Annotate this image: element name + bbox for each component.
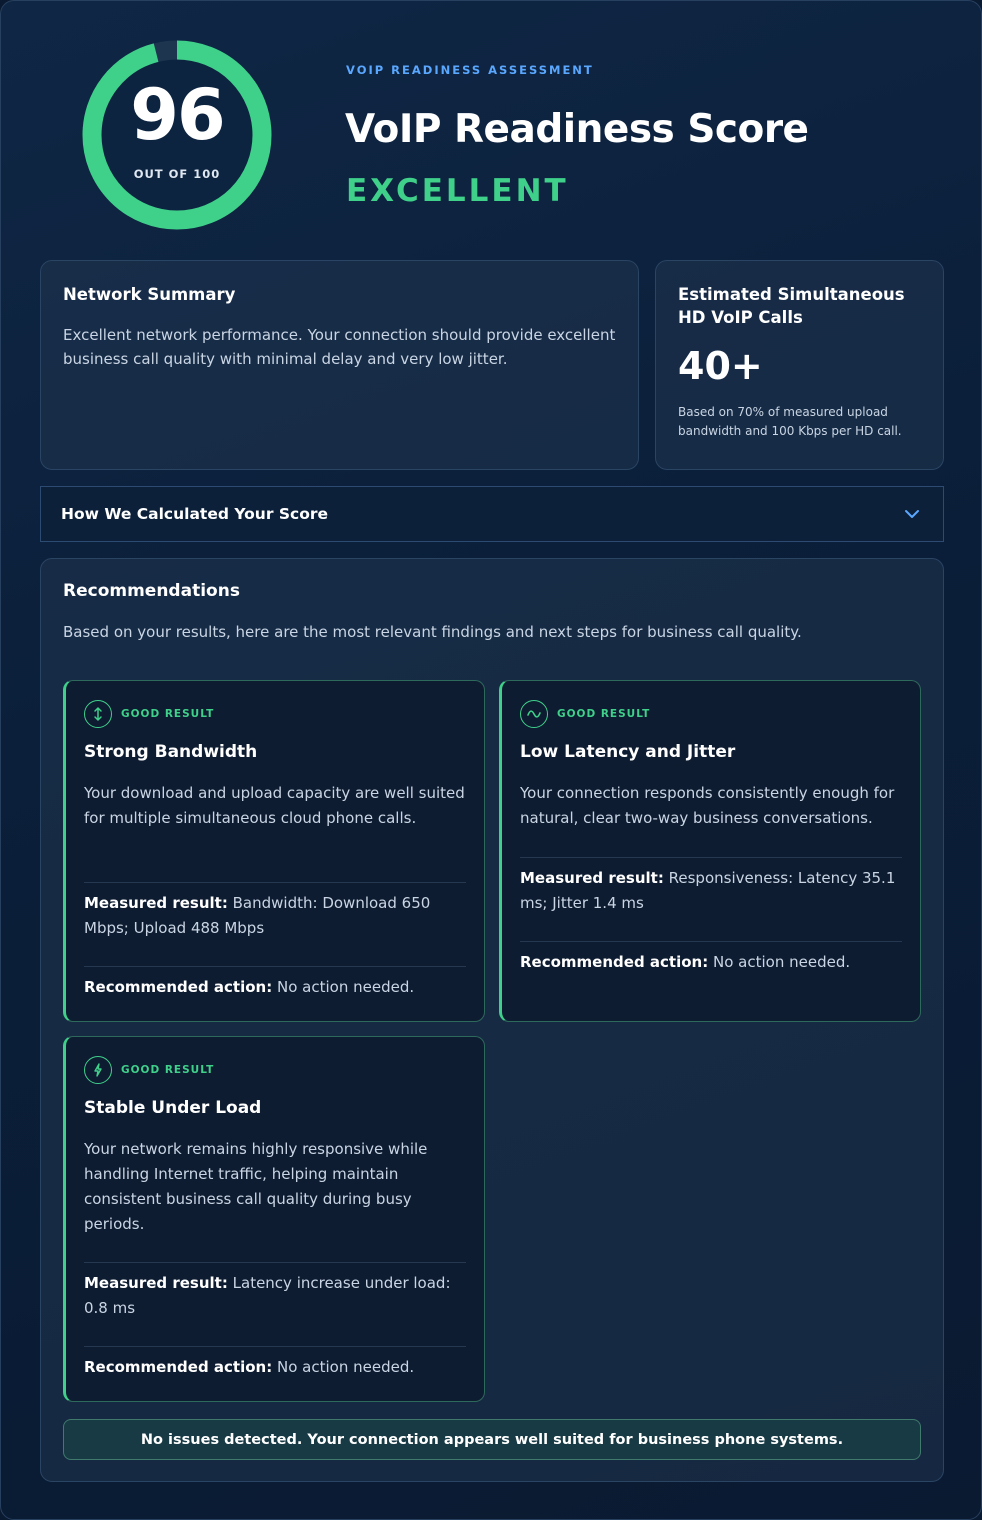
network-summary-title: Network Summary xyxy=(63,285,236,304)
result-tag: GOOD RESULT xyxy=(121,1064,215,1076)
measured-result xyxy=(84,1271,466,1321)
divider xyxy=(84,966,466,967)
recommendation-title: Low Latency and Jitter xyxy=(520,742,736,762)
divider xyxy=(84,1346,466,1347)
divider xyxy=(84,1262,466,1263)
divider xyxy=(520,857,902,858)
recommended-action-label: Recommended action: xyxy=(84,978,273,996)
measured-result xyxy=(84,891,466,941)
recommendation-description: Your connection responds consistently enough for natural, clear two-way business conversations. xyxy=(520,784,895,827)
recommendations-intro: Based on your results, here are the most relevant findings and next steps for business call quality. xyxy=(63,623,802,641)
measured-result-label: Measured result: xyxy=(84,894,228,912)
recommendations-title: Recommendations xyxy=(63,581,240,601)
result-tag: GOOD RESULT xyxy=(557,708,651,720)
network-summary-text: Excellent network performance. Your connection should provide excellent business call quality with minimal delay and very low jitter. xyxy=(63,326,616,368)
recommended-action xyxy=(520,950,902,975)
score-subtitle: OUT OF 100 xyxy=(133,167,221,181)
recommendation-title: Strong Bandwidth xyxy=(84,742,258,762)
simultaneous-calls-title: Estimated Simultaneous HD VoIP Calls xyxy=(678,285,905,327)
measured-result-label: Measured result: xyxy=(520,869,664,887)
status-banner: No issues detected. Your connection appears well suited for business phone systems. xyxy=(63,1419,921,1460)
rating-label: EXCELLENT xyxy=(346,173,569,209)
measured-result xyxy=(520,866,902,916)
eyebrow-label: VOIP READINESS ASSESSMENT xyxy=(346,63,594,77)
measured-result-value: Latency increase under load: 0.8 ms xyxy=(84,1274,451,1317)
recommendation-description: Your download and upload capacity are well suited for multiple simultaneous cloud phone calls. xyxy=(84,784,465,827)
score-gauge xyxy=(82,40,272,230)
chevron-down-icon xyxy=(901,503,923,525)
recommended-action-value: No action needed. xyxy=(713,953,851,971)
result-badge xyxy=(520,700,650,728)
result-badge xyxy=(84,700,214,728)
simultaneous-calls-note: Based on 70% of measured upload bandwidth and 100 Kbps per HD call. xyxy=(678,405,902,438)
recommended-action xyxy=(84,975,466,1000)
measured-result-label: Measured result: xyxy=(84,1274,228,1292)
recommendations-card xyxy=(40,558,944,1482)
recommended-action-value: No action needed. xyxy=(277,1358,415,1376)
arrows-up-down-icon xyxy=(84,700,112,728)
divider xyxy=(84,882,466,883)
recommended-action-value: No action needed. xyxy=(277,978,415,996)
result-badge xyxy=(84,1056,214,1084)
simultaneous-calls-card xyxy=(655,260,944,470)
wave-icon xyxy=(520,700,548,728)
recommendation-card xyxy=(63,1036,485,1402)
network-summary-card xyxy=(40,260,639,470)
page-title: VoIP Readiness Score xyxy=(345,107,809,152)
measured-result-value: Bandwidth: Download 650 Mbps; Upload 488 Mbps xyxy=(84,894,431,937)
simultaneous-calls-value: 40+ xyxy=(678,344,763,388)
score-calculation-accordion[interactable] xyxy=(40,486,944,542)
divider xyxy=(520,941,902,942)
lightning-icon xyxy=(84,1056,112,1084)
result-tag: GOOD RESULT xyxy=(121,708,215,720)
recommended-action-label: Recommended action: xyxy=(520,953,709,971)
recommendation-card xyxy=(63,680,485,1022)
recommendation-card xyxy=(499,680,921,1022)
recommended-action-label: Recommended action: xyxy=(84,1358,273,1376)
recommendation-title: Stable Under Load xyxy=(84,1098,262,1118)
recommended-action xyxy=(84,1355,466,1380)
score-value: 96 xyxy=(130,74,224,156)
recommendation-description: Your network remains highly responsive while handling Internet traffic, helping maintain consistent business call quality during busy periods. xyxy=(84,1140,428,1233)
measured-result-value: Responsiveness: Latency 35.1 ms; Jitter 1.4 ms xyxy=(520,869,896,912)
accordion-title: How We Calculated Your Score xyxy=(61,505,329,523)
